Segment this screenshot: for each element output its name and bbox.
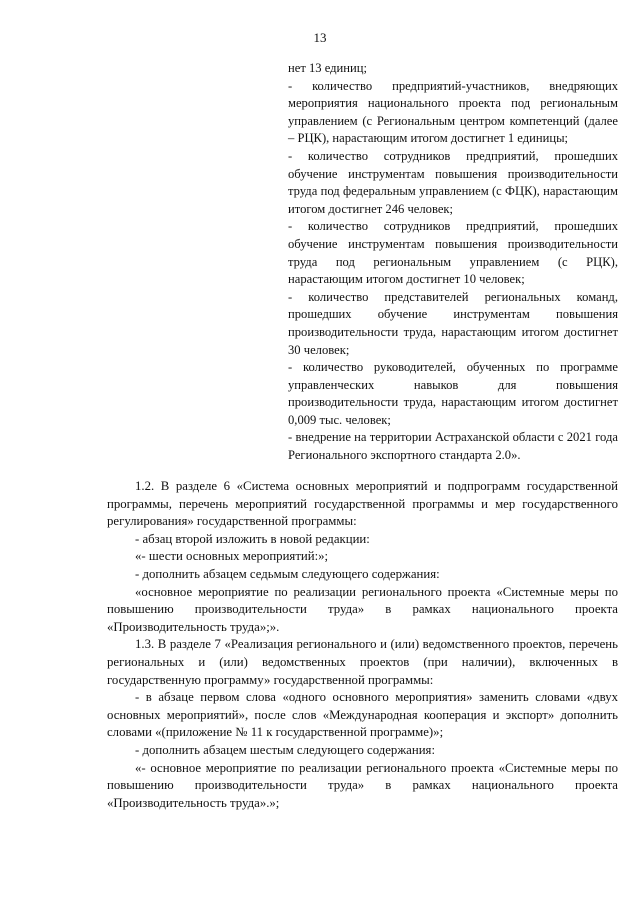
paragraph-section-1-3: 1.3. В разделе 7 «Реализация регионального и (или) ведомственного проектов, перечень региональных и (или) ведомственных проектов (при наличии), включенных в государственную программу» государственной программы: [107, 637, 618, 687]
paragraph: - дополнить абзацем седьмым следующего содержания: [135, 566, 440, 581]
list-item: - внедрение на территории Астраханской области с 2021 года Регионального экспортного стандарта 2.0». [288, 430, 618, 463]
indicator-list [288, 60, 618, 465]
list-item: нет 13 единиц; [288, 61, 368, 75]
list-item: - количество руководителей, обученных по программе управленческих навыков для повышения производительности труда, нарастающим итогом достигнет 0,009 тыс. человек; [288, 360, 618, 427]
paragraph: «- основное мероприятие по реализации регионального проекта «Системные меры по повышению производительности труда» в рамках национального проекта «Производительность труда».»; [107, 760, 618, 810]
paragraph: - дополнить абзацем шестым следующего содержания: [135, 742, 435, 757]
paragraph: - в абзаце первом слова «одного основного мероприятия» заменить словами «двух основных мероприятий», после слов «Международная кооперация и экспорт» дополнить словами «(приложение № 11 к государственной программе)»; [107, 690, 618, 740]
paragraph: «основное мероприятие по реализации регионального проекта «Системные меры по повышению производительности труда» в рамках национального проекта «Производительность труда»;». [107, 584, 618, 634]
paragraph-section-1-2: 1.2. В разделе 6 «Система основных мероприятий и подпрограмм государственной программы, перечень мероприятий государственной программы и мер государственного регулирования» государственной программы: [107, 479, 618, 529]
list-item: - количество представителей региональных команд, прошедших обучение инструментам повышения производительности труда, нарастающим итогом достигнет 30 человек; [288, 289, 618, 357]
paragraph: - абзац второй изложить в новой редакции: [135, 531, 370, 546]
list-item: - количество сотрудников предприятий, прошедших обучение инструментам повышения производительности труда под федеральным управлением (с ФЦК), нарастающим итогом достигнет 246 человек; [288, 148, 618, 216]
main-text [107, 478, 618, 812]
list-item: - количество предприятий-участников, внедряющих мероприятия национального проекта под региональным управлением (с Региональным центром компетенций (далее – РЦК), нарастающим итогом достигнет 1 единицы; [288, 78, 618, 146]
page-number: 13 [313, 30, 327, 45]
list-item: - количество сотрудников предприятий, прошедших обучение инструментам повышения производительности труда под региональным управлением (с РЦК), нарастающим итогом достигнет 10 человек; [288, 219, 618, 287]
paragraph: «- шести основных мероприятий:»; [135, 549, 329, 564]
